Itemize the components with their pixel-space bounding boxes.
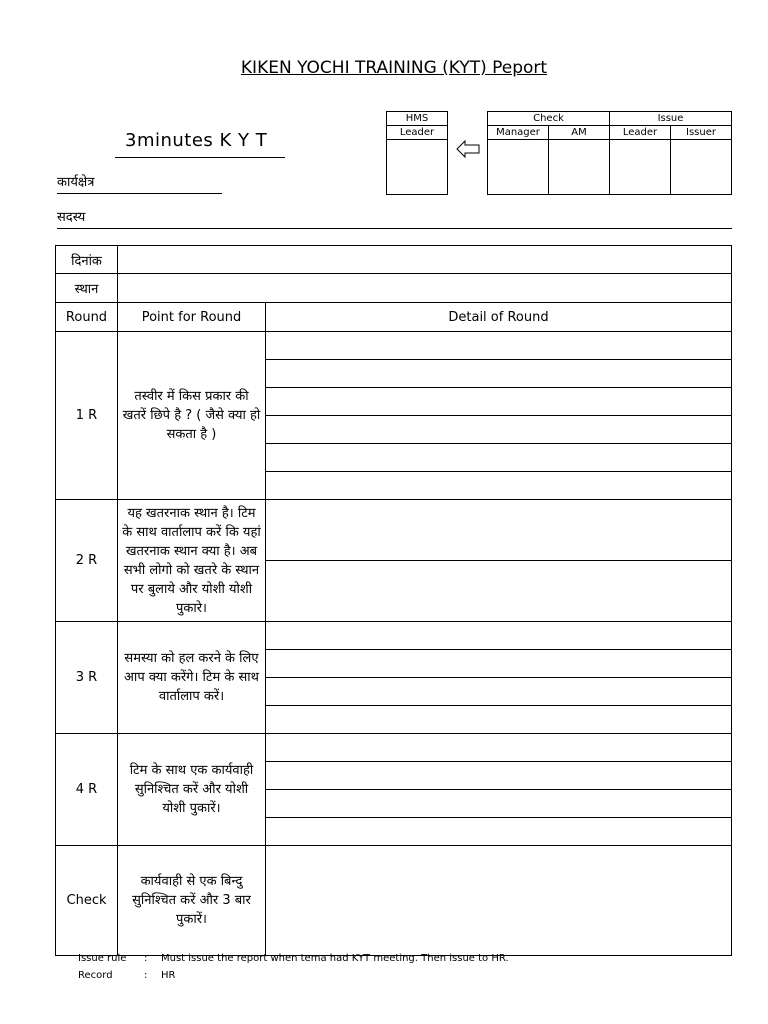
area-line bbox=[57, 193, 222, 194]
round-point: समस्या को हल करने के लिए आप क्या करेंगे। टिम के साथ वार्तालाप करें। bbox=[118, 622, 266, 734]
issuer-sign-cell bbox=[671, 140, 732, 195]
round-label: 2 R bbox=[56, 500, 118, 622]
issuer-label: Issuer bbox=[671, 126, 732, 140]
issue-leader-label: Leader bbox=[610, 126, 671, 140]
record-label: Record bbox=[78, 970, 113, 981]
issue-rule-colon: : bbox=[144, 953, 148, 964]
hms-label: HMS bbox=[387, 112, 448, 126]
issue-rule-text: Must issue the report when tema had KYT meeting. Then issue to HR. bbox=[161, 953, 509, 964]
header-point: Point for Round bbox=[118, 303, 266, 332]
table-row bbox=[56, 332, 732, 500]
hms-leader-sign-cell bbox=[387, 140, 448, 195]
header-round: Round bbox=[56, 303, 118, 332]
hms-leader-label: Leader bbox=[387, 126, 448, 140]
round-detail[interactable] bbox=[266, 846, 732, 956]
round-label: 4 R bbox=[56, 734, 118, 846]
area-label: कार्यक्षेत्र bbox=[57, 175, 95, 190]
kyt-subtitle: 3minutes K Y T bbox=[125, 130, 268, 151]
round-detail[interactable] bbox=[266, 500, 732, 622]
check-label: Check bbox=[488, 112, 610, 126]
report-title: KIKEN YOCHI TRAINING (KYT) Peport bbox=[240, 58, 548, 78]
left-arrow-icon bbox=[456, 137, 480, 161]
table-row bbox=[56, 734, 732, 846]
issue-rule-label: Issue rule bbox=[78, 953, 127, 964]
round-detail[interactable] bbox=[266, 734, 732, 846]
table-row bbox=[56, 622, 732, 734]
date-label: दिनांक bbox=[56, 246, 118, 274]
issue-label: Issue bbox=[610, 112, 732, 126]
table-row bbox=[56, 500, 732, 622]
manager-label: Manager bbox=[488, 126, 549, 140]
kyt-round-table bbox=[55, 245, 732, 956]
round-detail[interactable] bbox=[266, 622, 732, 734]
round-detail[interactable] bbox=[266, 332, 732, 500]
round-label: Check bbox=[56, 846, 118, 956]
place-label: स्थान bbox=[56, 274, 118, 303]
hms-approval-box bbox=[386, 111, 448, 195]
record-colon: : bbox=[144, 970, 148, 981]
am-sign-cell bbox=[549, 140, 610, 195]
am-label: AM bbox=[549, 126, 610, 140]
round-point: यह खतरनाक स्थान है। टिम के साथ वार्तालाप करें कि यहां खतरनाक स्थान क्या है। अब सभी लोगो को खतरे के स्थान पर बुलाये और योशी योशी पुकारे। bbox=[118, 500, 266, 622]
date-value-cell[interactable] bbox=[118, 246, 732, 274]
kyt-underline bbox=[115, 157, 285, 158]
round-point: टिम के साथ एक कार्यवाही सुनिश्चित करें और योशी योशी पुकारें। bbox=[118, 734, 266, 846]
members-label: सदस्य bbox=[57, 210, 86, 225]
record-text: HR bbox=[161, 970, 176, 981]
round-point: तस्वीर में किस प्रकार की खतरें छिपे है ? ( जैसे क्या हो सकता है ) bbox=[118, 332, 266, 500]
round-point: कार्यवाही से एक बिन्दु सुनिश्चित करें और 3 बार पुकारें। bbox=[118, 846, 266, 956]
members-line bbox=[57, 228, 732, 229]
table-row bbox=[56, 846, 732, 956]
check-issue-box bbox=[487, 111, 732, 195]
place-value-cell[interactable] bbox=[118, 274, 732, 303]
issue-leader-sign-cell bbox=[610, 140, 671, 195]
round-label: 3 R bbox=[56, 622, 118, 734]
header-detail: Detail of Round bbox=[266, 303, 732, 332]
round-label: 1 R bbox=[56, 332, 118, 500]
manager-sign-cell bbox=[488, 140, 549, 195]
